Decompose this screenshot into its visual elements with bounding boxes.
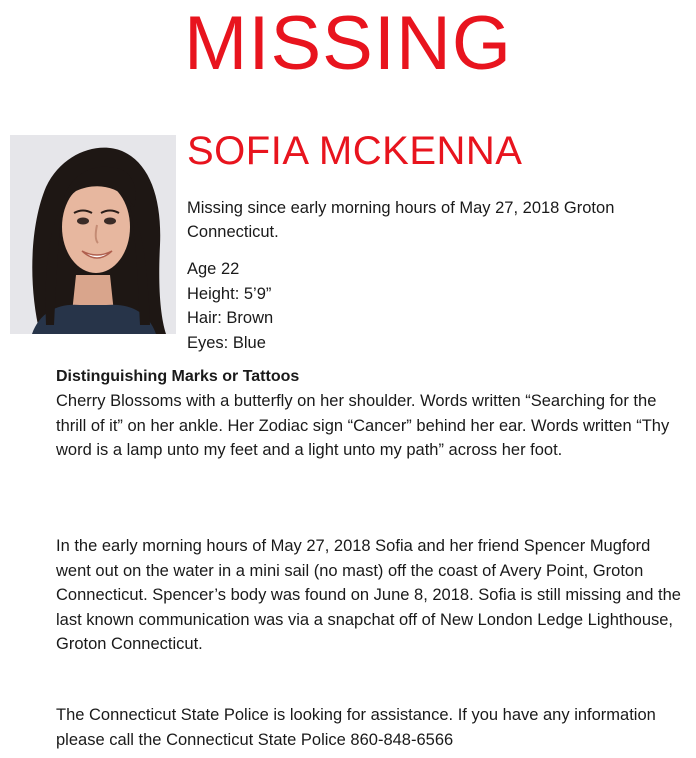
marks-description: Cherry Blossoms with a butterfly on her shoulder. Words written “Searching for the thrill of it” on her ankle. Her Zodiac sign “Cancer” behind her ear. Words written “Thy word is a lamp unto my feet and a light unto my path” across her foot. [56,392,670,459]
person-stats [187,257,273,355]
hair-text: Hair: Brown [187,309,274,327]
marks-heading: Distinguishing Marks or Tattoos [56,368,300,385]
person-photo [10,135,176,334]
person-name: SOFIA MCKENNA [187,129,523,173]
missing-since-text: Missing since early morning hours of May 27, 2018 Groton Connecticut. [187,199,615,241]
contact-info: The Connecticut State Police is looking for assistance. If you have any information please call the Connecticut State Police 860-848-6566 [56,706,656,749]
incident-details: In the early morning hours of May 27, 2018 Sofia and her friend Spencer Mugford went out on the water in a mini sail (no mast) off the coast of Avery Point, Groton Connecticut. Spencer’s body was found on June 8, 2018. Sofia is still missing and the last known communication was via a snapchat off of New London Ledge Lighthouse, Groton Connecticut. [56,537,681,653]
height-text: Height: 5’9” [187,284,272,303]
age-text: Age 22 [187,260,240,278]
missing-headline: MISSING [184,1,512,86]
eyes-text: Eyes: Blue [187,333,266,352]
